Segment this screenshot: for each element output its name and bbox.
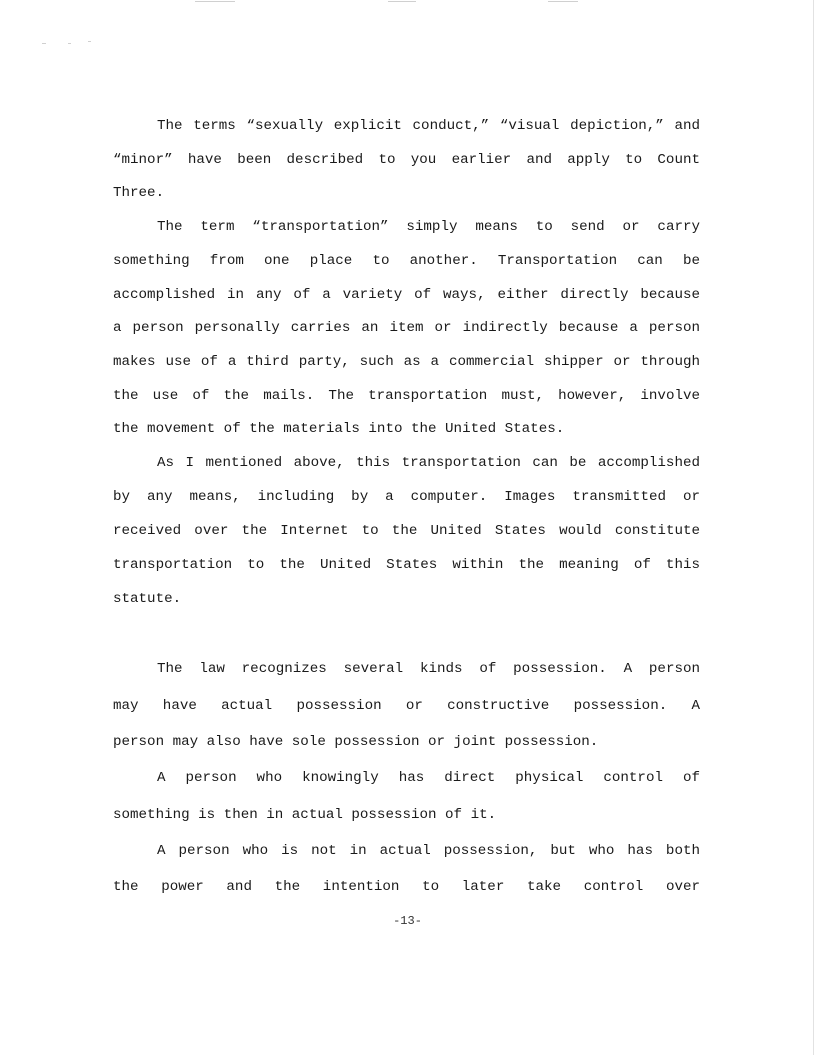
text-line: may have actual possession or constructive possession. A [113, 698, 700, 714]
scan-artifact [388, 1, 416, 2]
scan-artifact [88, 41, 91, 42]
text-line: The law recognizes several kinds of possession. A person [157, 661, 700, 677]
text-line: makes use of a third party, such as a commercial shipper or through [113, 354, 700, 370]
text-line: something is then in actual possession of it. [113, 807, 497, 823]
text-line: The term “transportation” simply means to send or carry [157, 219, 700, 235]
text-line: The terms “sexually explicit conduct,” “visual depiction,” and [157, 118, 700, 134]
text-line: the movement of the materials into the United States. [113, 421, 565, 437]
scan-artifact [68, 43, 71, 44]
text-line: statute. [113, 591, 182, 607]
scan-edge [813, 0, 814, 1055]
text-line: received over the Internet to the United States would constitute [113, 523, 700, 539]
text-line: As I mentioned above, this transportation can be accomplished [157, 455, 700, 471]
text-line: by any means, including by a computer. Images transmitted or [113, 489, 700, 505]
text-line: transportation to the United States within the meaning of this [113, 557, 700, 573]
scan-artifact [42, 43, 46, 44]
text-line: accomplished in any of a variety of ways, either directly because [113, 287, 700, 303]
scan-artifact [195, 1, 235, 2]
text-line: something from one place to another. Transportation can be [113, 253, 700, 269]
page-number: -13- [393, 914, 422, 928]
text-line: person may also have sole possession or joint possession. [113, 734, 599, 750]
text-line: A person who knowingly has direct physical control of [157, 770, 700, 786]
text-line: the power and the intention to later take control over [113, 879, 700, 895]
text-line: Three. [113, 185, 165, 201]
text-line: a person personally carries an item or indirectly because a person [113, 320, 700, 336]
text-line: “minor” have been described to you earlier and apply to Count [113, 152, 700, 168]
text-line: the use of the mails. The transportation must, however, involve [113, 388, 700, 404]
scan-artifact [548, 1, 578, 2]
text-line: A person who is not in actual possession, but who has both [157, 843, 700, 859]
